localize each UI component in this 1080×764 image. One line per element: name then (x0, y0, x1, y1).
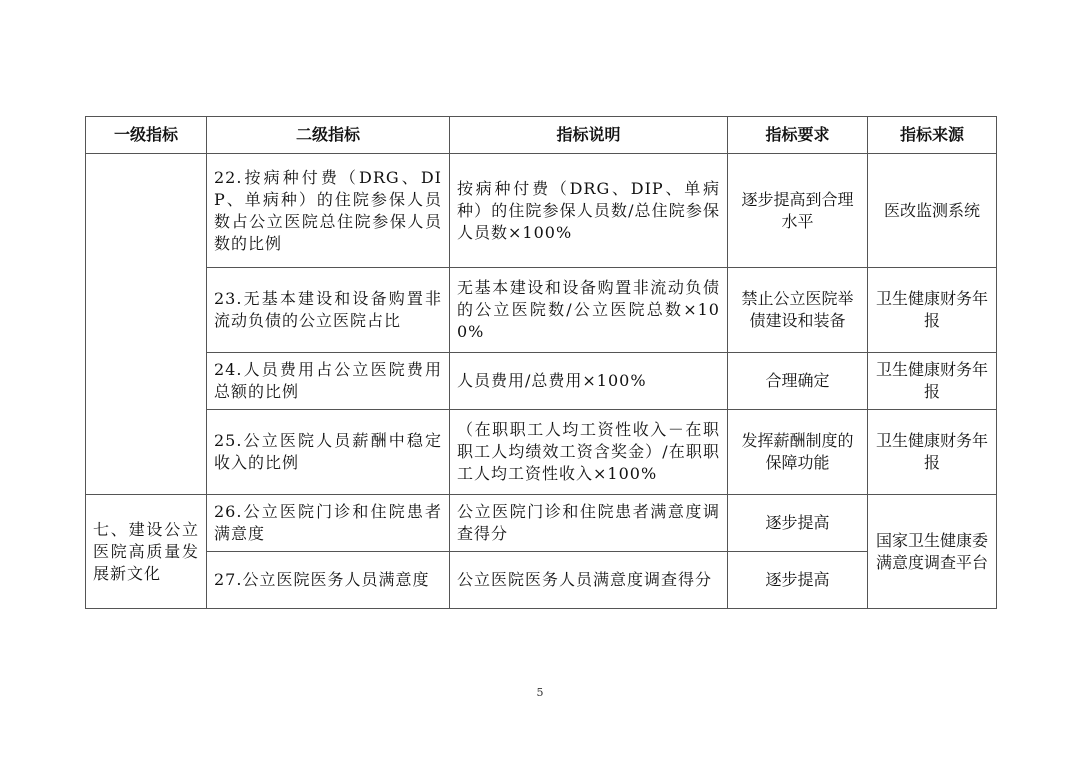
table-row (86, 353, 997, 410)
description-cell: 无基本建设和设备购置非流动负债的公立医院数/公立医院总数×100% (450, 268, 728, 353)
table-row (86, 552, 997, 609)
source-cell: 卫生健康财务年报 (868, 353, 997, 410)
table-row (86, 154, 997, 268)
level2-cell: 24.人员费用占公立医院费用总额的比例 (207, 353, 450, 410)
level2-cell: 23.无基本建设和设备购置非流动负债的公立医院占比 (207, 268, 450, 353)
header-source: 指标来源 (868, 117, 997, 154)
table-header-row (86, 117, 997, 154)
requirement-cell: 逐步提高 (728, 495, 868, 552)
table-row (86, 410, 997, 495)
description-cell: 公立医院医务人员满意度调查得分 (450, 552, 728, 609)
indicator-table (85, 116, 997, 609)
description-cell: 人员费用/总费用×100% (450, 353, 728, 410)
requirement-cell: 禁止公立医院举债建设和装备 (728, 268, 868, 353)
source-cell: 卫生健康财务年报 (868, 268, 997, 353)
description-cell: 公立医院门诊和住院患者满意度调查得分 (450, 495, 728, 552)
header-level1: 一级指标 (86, 117, 207, 154)
header-description: 指标说明 (450, 117, 728, 154)
level1-cell: 七、建设公立医院高质量发展新文化 (86, 495, 207, 609)
level2-cell: 26.公立医院门诊和住院患者满意度 (207, 495, 450, 552)
description-cell: （在职职工人均工资性收入－在职职工人均绩效工资含奖金）/在职职工人均工资性收入×100% (450, 410, 728, 495)
level1-cell (86, 154, 207, 495)
header-requirement: 指标要求 (728, 117, 868, 154)
requirement-cell: 逐步提高 (728, 552, 868, 609)
table-row (86, 495, 997, 552)
header-level2: 二级指标 (207, 117, 450, 154)
level2-cell: 27.公立医院医务人员满意度 (207, 552, 450, 609)
table-row (86, 268, 997, 353)
source-cell: 医改监测系统 (868, 154, 997, 268)
description-cell: 按病种付费（DRG、DIP、单病种）的住院参保人员数/总住院参保人员数×100% (450, 154, 728, 268)
source-cell: 国家卫生健康委满意度调查平台 (868, 495, 997, 609)
level2-cell: 25.公立医院人员薪酬中稳定收入的比例 (207, 410, 450, 495)
requirement-cell: 发挥薪酬制度的保障功能 (728, 410, 868, 495)
requirement-cell: 合理确定 (728, 353, 868, 410)
source-cell: 卫生健康财务年报 (868, 410, 997, 495)
level2-cell: 22.按病种付费（DRG、DIP、单病种）的住院参保人员数占公立医院总住院参保人员数的比例 (207, 154, 450, 268)
page-number: 5 (536, 686, 544, 699)
requirement-cell: 逐步提高到合理水平 (728, 154, 868, 268)
